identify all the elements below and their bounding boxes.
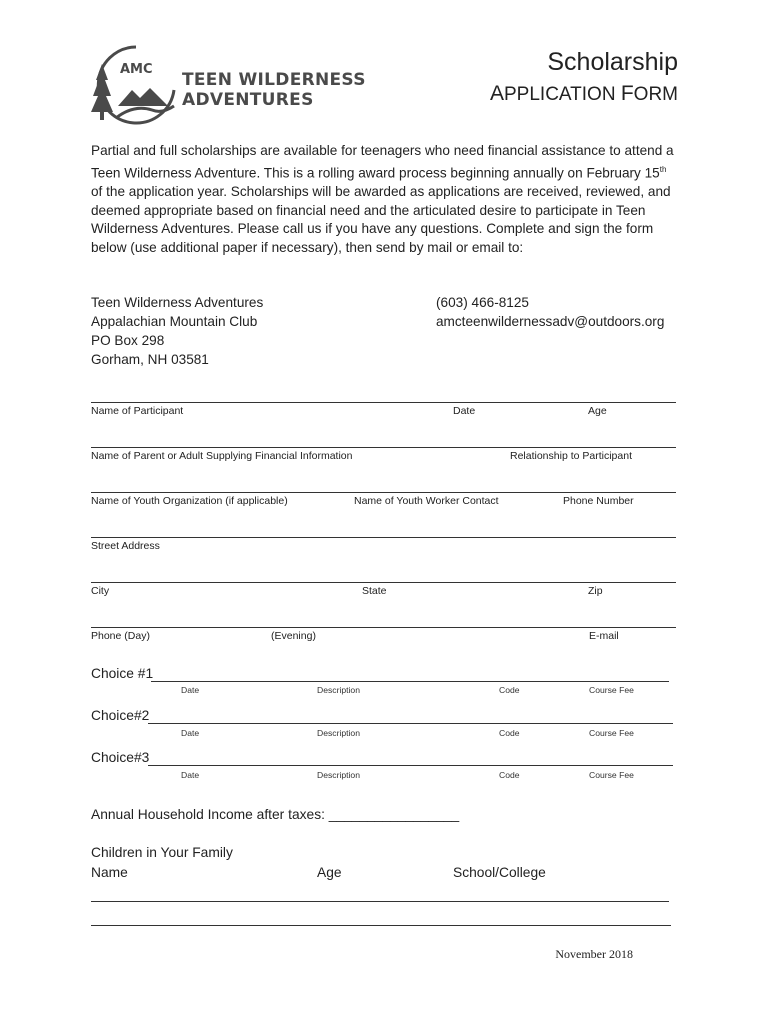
choice-2-fee: Course Fee <box>589 728 634 738</box>
choice-3-date: Date <box>181 770 200 780</box>
age-label: Age <box>588 405 607 417</box>
choice-2-description: Description <box>317 728 360 738</box>
income-blank[interactable]: _________________ <box>328 807 460 822</box>
phone-number-label: Phone Number <box>563 495 634 507</box>
relationship-label: Relationship to Participant <box>510 450 632 462</box>
mailing-address <box>91 293 263 369</box>
participant-label: Name of Participant <box>91 405 184 417</box>
choice-1-line[interactable] <box>151 681 669 682</box>
choice-3-label: Choice#3 <box>91 750 150 765</box>
choice-1-fee: Course Fee <box>589 685 634 695</box>
street-line[interactable] <box>91 537 676 538</box>
income-label: Annual Household Income after taxes: <box>91 807 325 822</box>
choice-3-line[interactable] <box>148 765 673 766</box>
phone-day-label: Phone (Day) <box>91 630 150 642</box>
address-line: Gorham, NH 03581 <box>91 352 209 367</box>
choice-2-date: Date <box>181 728 200 738</box>
participant-line[interactable] <box>91 402 676 403</box>
logo-line2: ADVENTURES <box>182 90 314 110</box>
choice-3-code: Code <box>499 770 520 780</box>
youth-org-label: Name of Youth Organization (if applicable) <box>91 495 288 507</box>
choice-1-date: Date <box>181 685 200 695</box>
choice-2-line[interactable] <box>148 723 673 724</box>
zip-label: Zip <box>588 585 603 597</box>
phone-evening-label: (Evening) <box>271 630 316 642</box>
street-label: Street Address <box>91 540 160 552</box>
choice-2-code: Code <box>499 728 520 738</box>
children-heading: Children in Your Family <box>91 845 233 860</box>
logo-badge: AMC <box>120 62 153 77</box>
parent-line[interactable] <box>91 447 676 448</box>
children-name-header: Name <box>91 865 128 880</box>
mountain-tree-icon <box>88 44 188 128</box>
children-row-line[interactable] <box>91 925 671 926</box>
contact-info <box>436 293 664 331</box>
page-title: Scholarship <box>547 48 678 76</box>
address-line: PO Box 298 <box>91 333 165 348</box>
choice-1-description: Description <box>317 685 360 695</box>
youth-worker-label: Name of Youth Worker Contact <box>354 495 499 507</box>
intro-paragraph: Partial and full scholarships are available for teenagers who need financial assistance to attend a Teen Wilderness Adventure. This is a rolling award process beginning annually on February 15th of the application year. Scholarships will be awarded as applications are received, reviewed, and deemed appropriate based on financial need and the articulated desire to participate in Teen Wilderness Adventures. Please call us if you have any questions. Complete and sign the form below (use additional paper if necessary), then send by mail or email to: <box>91 143 674 256</box>
choice-1-label: Choice #1 <box>91 666 154 681</box>
date-label: Date <box>453 405 476 417</box>
logo-wordmark <box>182 70 366 110</box>
parent-label: Name of Parent or Adult Supplying Financial Information <box>91 450 353 462</box>
youth-org-line[interactable] <box>91 492 676 493</box>
income-field <box>91 807 459 822</box>
footer-date: November 2018 <box>555 947 633 961</box>
children-age-header: Age <box>317 865 342 880</box>
address-line: Appalachian Mountain Club <box>91 314 258 329</box>
city-line[interactable] <box>91 582 676 583</box>
phone-line[interactable] <box>91 627 676 628</box>
address-line: Teen Wilderness Adventures <box>91 295 264 310</box>
email-label: E-mail <box>589 630 619 642</box>
contact-phone: (603) 466-8125 <box>436 295 529 310</box>
choice-3-fee: Course Fee <box>589 770 634 780</box>
city-label: City <box>91 585 110 597</box>
choice-3-description: Description <box>317 770 360 780</box>
choice-2-label: Choice#2 <box>91 708 150 723</box>
logo-line1: TEEN WILDERNESS <box>182 70 366 90</box>
children-school-header: School/College <box>453 865 546 880</box>
children-row-line[interactable] <box>91 901 669 902</box>
page-subtitle: APPLICATION FORM <box>489 82 678 105</box>
choice-1-code: Code <box>499 685 520 695</box>
contact-email[interactable]: amcteenwildernessadv@outdoors.org <box>436 314 665 329</box>
state-label: State <box>362 585 387 597</box>
